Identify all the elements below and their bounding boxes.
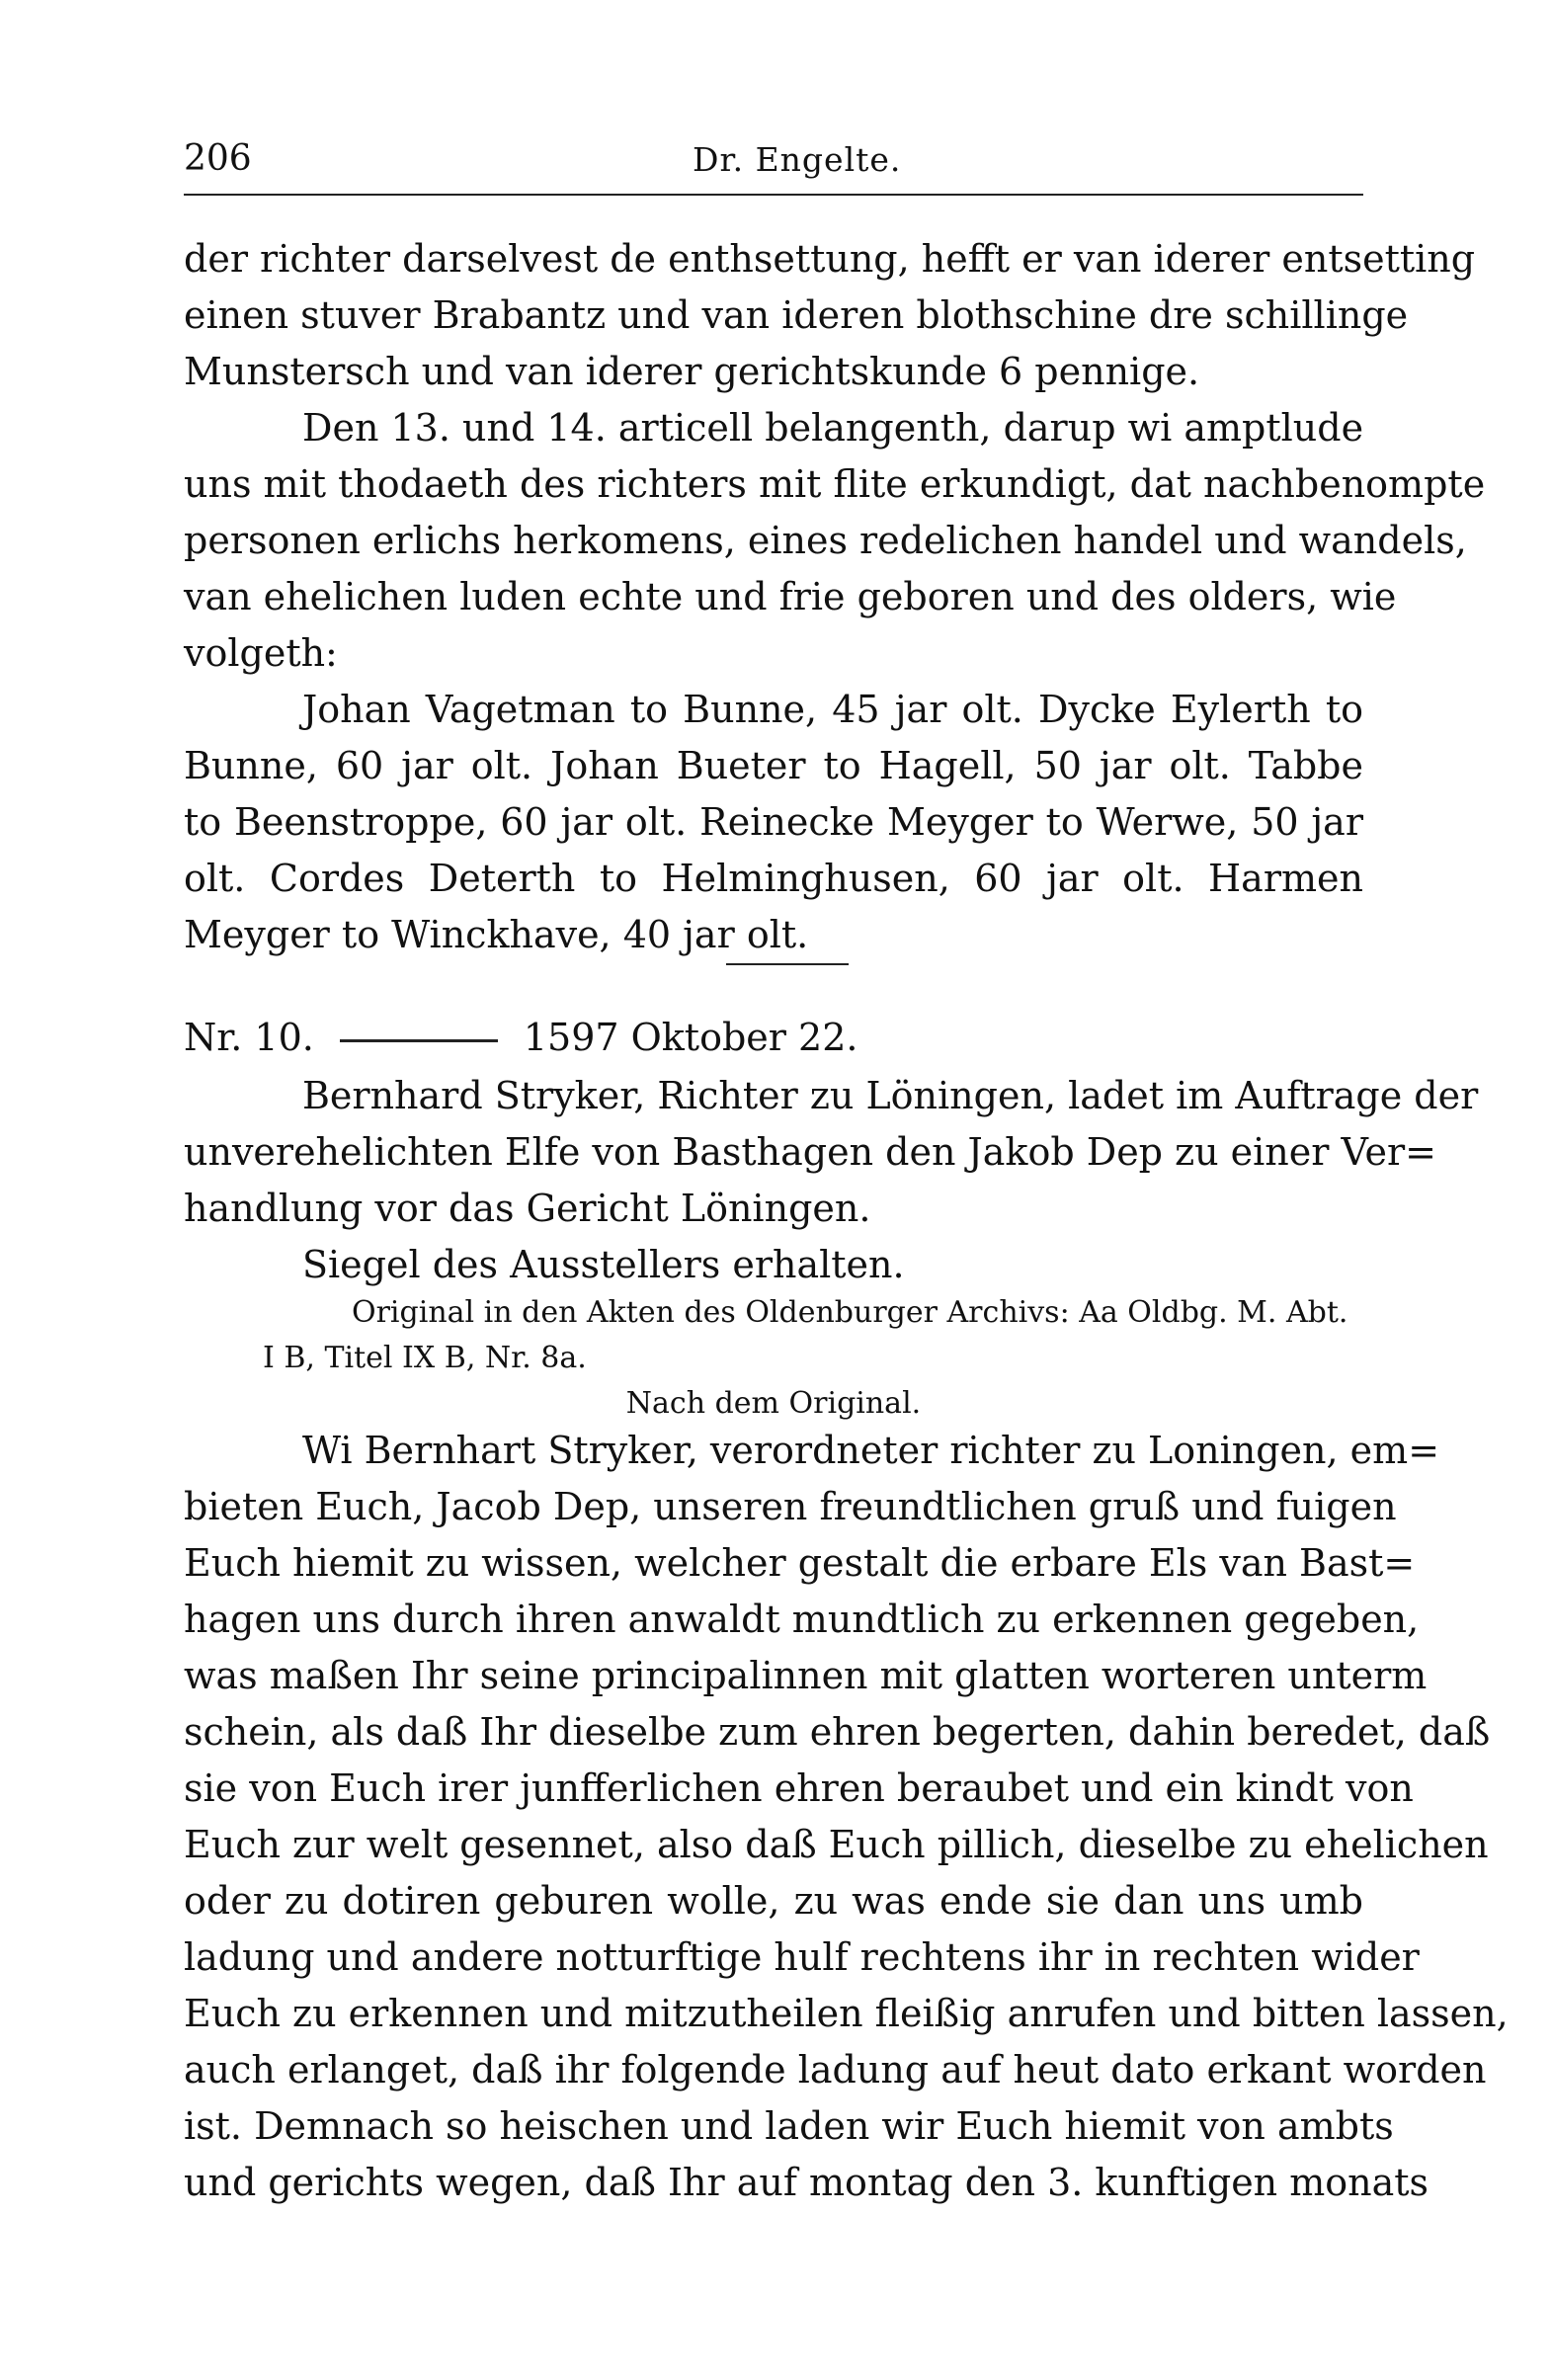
text-line: Munstersch und van iderer gerichtskunde 6 pennige. — [184, 350, 1200, 393]
text-line: Bunne, 60 jar olt. Johan Bueter to Hagell, 50 jar olt. Tabbe — [184, 744, 1363, 787]
paragraph-articles — [184, 400, 1486, 682]
document-heading — [184, 1010, 857, 1066]
text-line: Wi Bernhart Stryker, verordneter richter zu Loningen, em= — [302, 1429, 1440, 1472]
text-line: olt. Cordes Deterth to Helminghusen, 60 jar olt. Harmen — [184, 857, 1363, 900]
text-line: sie von Euch irer junfferlichen ehren beraubet und ein kindt von — [184, 1766, 1414, 1810]
seal-note: Siegel des Ausstellers erhalten. — [302, 1243, 905, 1286]
after-original-note: Nach dem Original. — [625, 1386, 922, 1421]
text-line: schein, als daß Ihr dieselbe zum ehren begerten, dahin beredet, daß — [184, 1710, 1491, 1754]
text-line: to Beenstroppe, 60 jar olt. Reinecke Meyger to Werwe, 50 jar — [184, 800, 1363, 844]
document-summary — [184, 1068, 1479, 1293]
text-line: Johan Vagetman to Bunne, 45 jar olt. Dycke Eylerth to — [302, 688, 1363, 731]
text-line: Euch zu erkennen und mitzutheilen fleißig anrufen und bitten lassen, — [184, 1992, 1509, 2035]
text-line: unverehelichten Elfe von Basthagen den Jakob Dep zu einer Ver= — [184, 1130, 1436, 1174]
text-line: oder zu dotiren geburen wolle, zu was ende sie dan uns umb — [184, 1879, 1363, 1923]
text-line: handlung vor das Gericht Löningen. — [184, 1187, 871, 1230]
running-head: Dr. Engelte. — [693, 140, 902, 179]
text-line: Bernhard Stryker, Richter zu Löningen, ladet im Auftrage der — [302, 1074, 1479, 1117]
source-line: I B, Titel IX B, Nr. 8a. — [263, 1341, 587, 1375]
text-line: van ehelichen luden echte und frie geboren und des olders, wie — [184, 575, 1397, 618]
document-date: 1597 Oktober 22. — [523, 1016, 858, 1059]
page-number: 206 — [184, 138, 252, 179]
text-line: volgeth: — [184, 631, 338, 675]
text-line: auch erlanget, daß ihr folgende ladung auf heut dato erkant worden — [184, 2048, 1487, 2092]
text-line: hagen uns durch ihren anwaldt mundtlich zu erkennen gegeben, — [184, 1598, 1420, 1641]
text-line: uns mit thodaeth des richters mit flite erkundigt, dat nachbenompte — [184, 462, 1486, 506]
text-line: bieten Euch, Jacob Dep, unseren freundtlichen gruß und fuigen — [184, 1485, 1397, 1528]
page-header — [184, 138, 1363, 196]
heading-dash — [340, 1039, 498, 1042]
paragraph-continuation — [184, 231, 1476, 400]
source-line: Original in den Akten des Oldenburger Archivs: Aa Oldbg. M. Abt. — [352, 1295, 1348, 1330]
text-line: Den 13. und 14. articell belangenth, darup wi amptlude — [302, 406, 1364, 450]
section-separator — [726, 963, 849, 965]
text-line: einen stuver Brabantz und van ideren blothschine dre schillinge — [184, 293, 1409, 337]
document-number: Nr. 10. — [184, 1016, 314, 1059]
document-body — [184, 1423, 1509, 2211]
source-note — [184, 1290, 1363, 1427]
text-line: Euch zur welt gesennet, also daß Euch pillich, dieselbe zu ehelichen — [184, 1823, 1489, 1866]
text-line: der richter darselvest de enthsettung, hefft er van iderer entsetting — [184, 237, 1476, 281]
text-line: und gerichts wegen, daß Ihr auf montag den 3. kunftigen monats — [184, 2161, 1429, 2204]
text-line: ist. Demnach so heischen und laden wir Euch hiemit von ambts — [184, 2104, 1394, 2148]
text-line: was maßen Ihr seine principalinnen mit glatten worteren unterm — [184, 1654, 1428, 1697]
text-line: Meyger to Winckhave, 40 jar olt. — [184, 913, 809, 956]
text-line: Euch hiemit zu wissen, welcher gestalt die erbare Els van Bast= — [184, 1541, 1416, 1585]
text-line: personen erlichs herkomens, eines redelichen handel und wandels, — [184, 519, 1467, 562]
paragraph-witnesses — [184, 682, 1363, 963]
text-line: ladung und andere notturftige hulf rechtens ihr in rechten wider — [184, 1935, 1420, 1979]
